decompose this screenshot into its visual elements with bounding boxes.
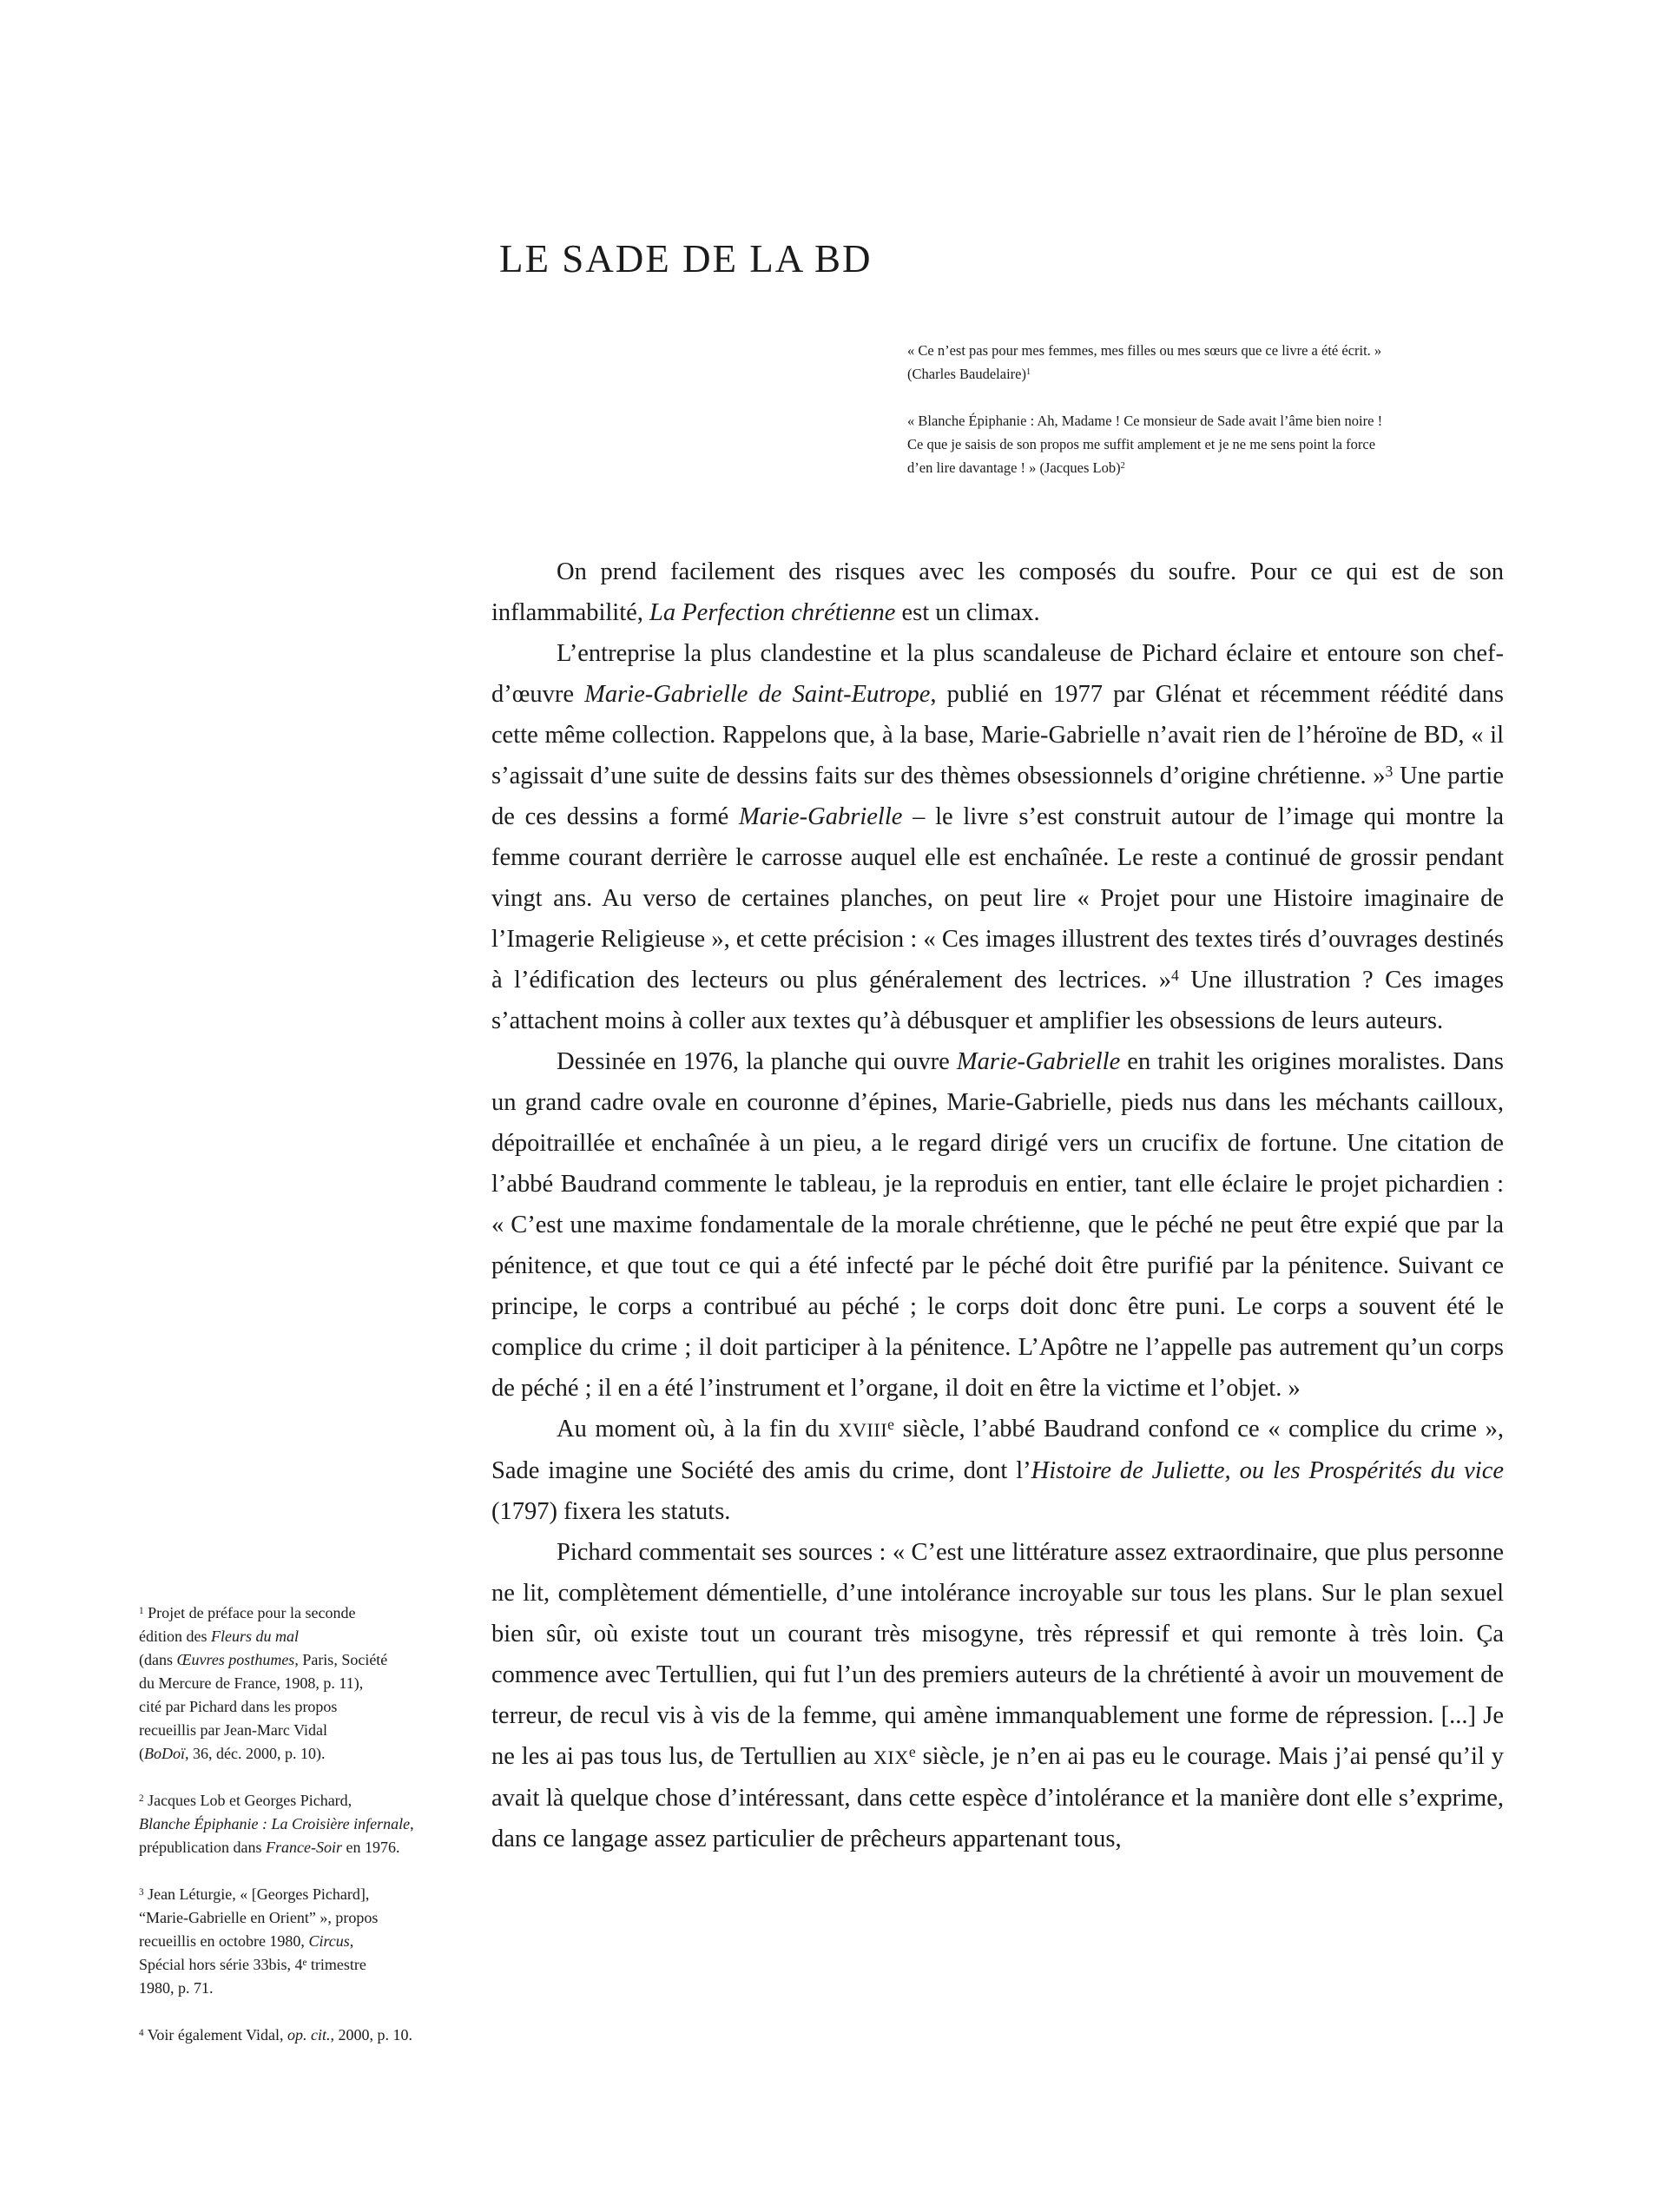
body-paragraph-1: On prend facilement des risques avec les composés du soufre. Pour ce qui est de son inflammabilité, La Perfection chrétienne est un climax.: [491, 558, 1504, 626]
page-title: LE SADE DE LA BD: [499, 237, 873, 281]
footnote-2: $^2$ Jacques Lob et Georges Pichard, Blanche Épiphanie : La Croisière infernale, prépublication dans France-Soir en 1976.: [139, 1792, 414, 1856]
body-text: [491, 551, 1504, 1859]
footnotes-column: [139, 1601, 486, 2070]
body-paragraph-5: Pichard commentait ses sources : « C’est une littérature assez extraordinaire, que plus personne ne lit, complètement démentielle, d’une intolérance incroyable sur tous les plans. Sur le plan sexuel bien sûr, où existe tout un courant très misogyne, très répressif et qui remonte à très loin. Ça commence avec Tertullien, qui fut l’un des premiers auteurs de la chrétienté à avoir un mouvement de terreur, de recul vis à vis de la femme, qui amène immanquablement une forme de répression. [...] Je ne les ai pas tous lus, de Tertullien au XIXe siècle, je n’en ai pas eu le courage. Mais j’ai pensé qu’il y avait là quelque chose d’intéressant, dans cette espèce d’intolérance et la manière dont elle s’exprime, dans ce langage assez particulier de prêcheurs appartenant tous,: [491, 1539, 1504, 1852]
body-paragraph-4: Au moment où, à la fin du XVIIIe siècle, l’abbé Baudrand confond ce « complice du crime », Sade imagine une Société des amis du crime, dont l’Histoire de Juliette, ou les Prospérités du vice (1797) fixera les statuts.: [491, 1416, 1504, 1525]
epigraph-baudelaire: « Ce n’est pas pour mes femmes, mes filles ou mes sœurs que ce livre a été écrit. » (Charles Baudelaire)$^1$: [907, 342, 1382, 382]
epigraph-block: [907, 339, 1515, 503]
footnote-4: $^4$ Voir également Vidal, op. cit., 2000, p. 10.: [139, 2026, 412, 2044]
body-paragraph-3: Dessinée en 1976, la planche qui ouvre Marie-Gabrielle en trahit les origines moralistes. Dans un grand cadre ovale en couronne d’épines, Marie-Gabrielle, pieds nus dans les méchants cailloux, dépoitraillée et enchaînée à un pieu, a le regard dirigé vers un crucifix de fortune. Une citation de l’abbé Baudrand commente le tableau, je la reproduis en entier, tant elle éclaire le projet pichardien : « C’est une maxime fondamentale de la morale chrétienne, que le péché ne peut être expié que par la pénitence, et que tout ce qui a été infecté par le péché doit être purifié par la pénitence. Suivant ce principe, le corps a contribué au péché ; le corps doit donc être puni. Le corps a souvent été le complice du crime ; il doit participer à la pénitence. L’Apôtre ne l’appelle pas autrement qu’un corps de péché ; il en a été l’instrument et l’organe, il doit en être la victime et l’objet. »: [491, 1048, 1504, 1402]
epigraph-lob: « Blanche Épiphanie : Ah, Madame ! Ce monsieur de Sade avait l’âme bien noire ! Ce que je saisis de son propos me suffit amplement et je ne me sens point la force d’en lire davantage ! » (Jacques Lob)$^2$: [907, 413, 1383, 476]
footnote-1: $^1$ Projet de préface pour la seconde édition des Fleurs du mal (dans Œuvres posthumes, Paris, Société du Mercure de France, 1908, p. 11), cité par Pichard dans les propos recueillis par Jean-Marc Vidal (BoDoï, 36, déc. 2000, p. 10).: [139, 1604, 388, 1762]
body-paragraph-2: L’entreprise la plus clandestine et la plus scandaleuse de Pichard éclaire et entoure son chef-d’œuvre Marie-Gabrielle de Saint-Eutrope, publié en 1977 par Glénat et récemment réédité dans cette même collection. Rappelons que, à la base, Marie-Gabrielle n’avait rien de l’héroïne de BD, « il s’agissait d’une suite de dessins faits sur des thèmes obsessionnels d’origine chrétienne. »$^3$ Une partie de ces dessins a formé Marie-Gabrielle – le livre s’est construit autour de l’image qui montre la femme courant derrière le carrosse auquel elle est enchaînée. Le reste a continué de grossir pendant vingt ans. Au verso de certaines planches, on peut lire « Projet pour une Histoire imaginaire de l’Imagerie Religieuse », et cette précision : « Ces images illustrent des textes tirés d’ouvrages destinés à l’édification des lecteurs ou plus généralement des lectrices. »$^4$ Une illustration ? Ces images s’attachent moins à coller aux textes qu’à débusquer et amplifier les obsessions de leurs auteurs.: [491, 640, 1505, 1034]
footnote-3: $^3$ Jean Léturgie, « [Georges Pichard], “Marie-Gabrielle en Orient” », propos recueillis en octobre 1980, Circus, Spécial hors série 33bis, 4e trimestre 1980, p. 71.: [139, 1885, 379, 1997]
